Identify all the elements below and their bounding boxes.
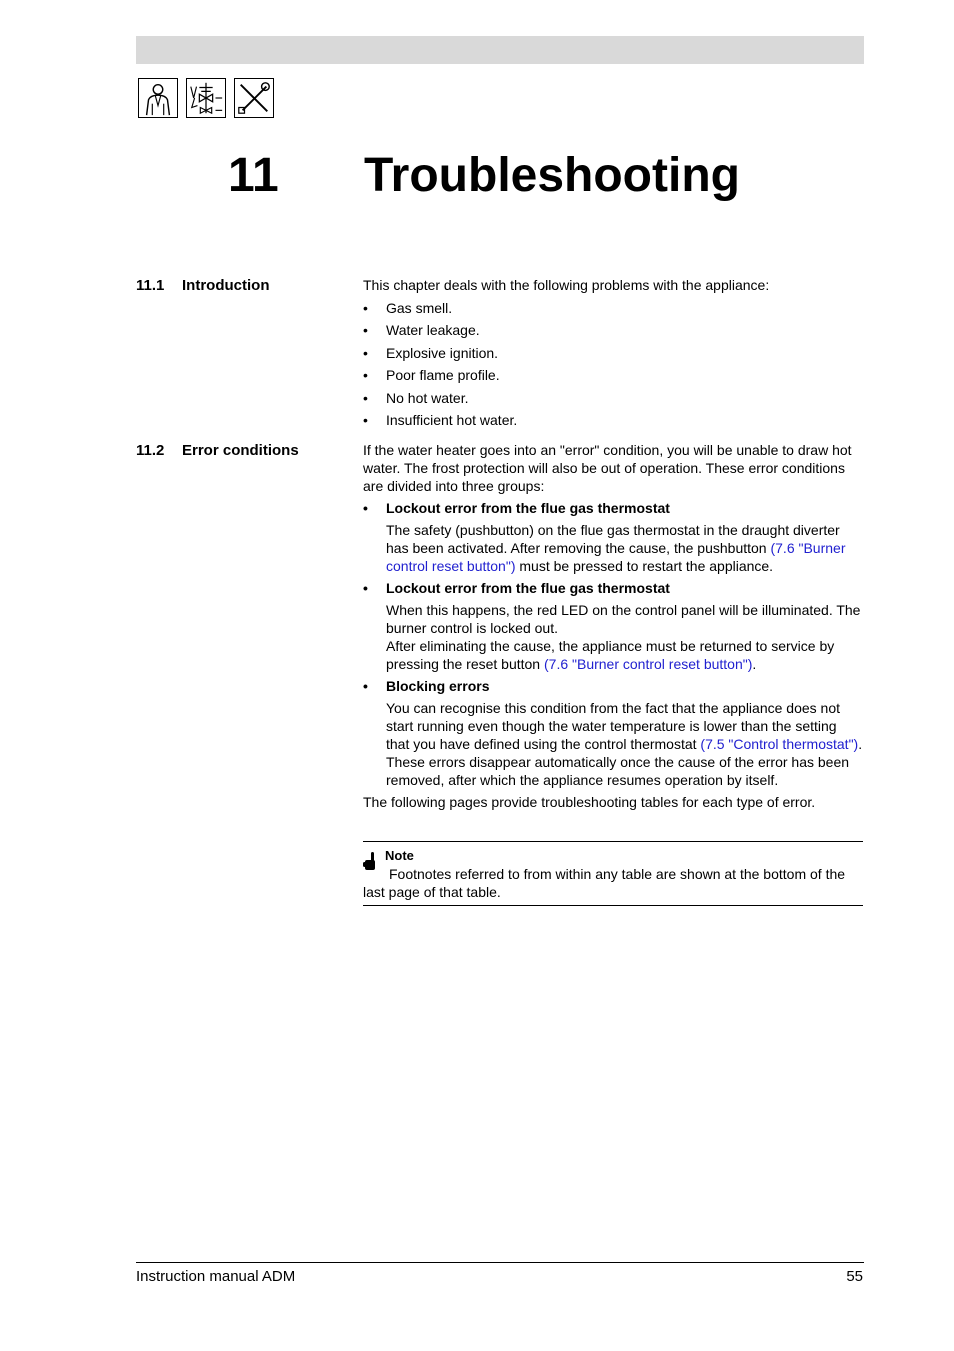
list-item: • Explosive ignition. — [363, 344, 499, 361]
error-group-title: • Lockout error from the flue gas thermostat — [363, 580, 670, 596]
burner-reset-link[interactable]: (7.6 "Burner control reset button") — [386, 540, 846, 574]
list-item: • Water leakage. — [363, 322, 480, 339]
error-intro-text: If the water heater goes into an "error" condition, you will be unable to draw hot water. The frost protection will also be out of operation. These error conditions are divided into three groups: — [363, 442, 852, 494]
list-item: • No hot water. — [363, 389, 469, 406]
error-group-title: • Lockout error from the flue gas thermostat — [363, 500, 670, 516]
note-text: Footnotes referred to from within any table are shown at the bottom of the last page of that table. — [363, 866, 846, 900]
list-item: • Poor flame profile. — [363, 367, 500, 384]
valve-icon — [186, 78, 226, 118]
introduction-text: This chapter deals with the following problems with the appliance: — [363, 277, 770, 293]
tools-icon — [234, 78, 274, 118]
burner-reset-link[interactable]: (7.6 "Burner control reset button") — [544, 656, 753, 672]
section-heading-error-conditions — [136, 442, 299, 460]
section-number: 11.1 — [136, 277, 165, 294]
error-conditions-body — [363, 441, 863, 811]
list-item: • Gas smell. — [363, 300, 453, 316]
user-icon — [138, 78, 178, 118]
error-group-text: The safety (pushbutton) on the flue gas thermostat in the draught diverter has been activated. After removing the cause, the pushbutton (7.6 "Burner control reset button") must be pressed to restart the appliance. — [386, 522, 846, 574]
note-title: Note — [385, 848, 414, 863]
error-group-text: You can recognise this condition from the fact that the appliance does not start running even though the water temperature is lower than the setting that you have defined using the control thermostat (7.5 "Control thermostat"). These errors disappear automatically once the cause of the error has been removed, after which the appliance resumes operation by itself. — [386, 700, 863, 788]
section-heading-introduction — [136, 277, 269, 295]
control-thermostat-link[interactable]: (7.5 "Control thermostat") — [700, 736, 859, 752]
header-bar — [136, 36, 864, 64]
chapter-number: 11 — [228, 149, 279, 202]
section-title: Introduction — [182, 277, 270, 294]
footer-divider — [136, 1262, 864, 1263]
closing-text: The following pages provide troubleshooting tables for each type of error. — [363, 794, 816, 810]
note-box — [363, 841, 863, 906]
problem-list — [363, 299, 863, 429]
footer-manual-title: Instruction manual ADM — [136, 1268, 296, 1285]
chapter-title: Troubleshooting — [364, 149, 740, 202]
section-number: 11.2 — [136, 442, 165, 459]
list-item: • Insufficient hot water. — [363, 411, 518, 428]
error-group-text: When this happens, the red LED on the control panel will be illuminated. The burner control is locked out. After eliminating the cause, the appliance must be returned to service by pressing the reset button (7.6 "Burner control reset button"). — [386, 602, 861, 672]
error-group-title: • Blocking errors — [363, 678, 490, 694]
page-number: 55 — [846, 1268, 863, 1285]
introduction-body — [363, 276, 863, 429]
section-title: Error conditions — [182, 442, 299, 459]
